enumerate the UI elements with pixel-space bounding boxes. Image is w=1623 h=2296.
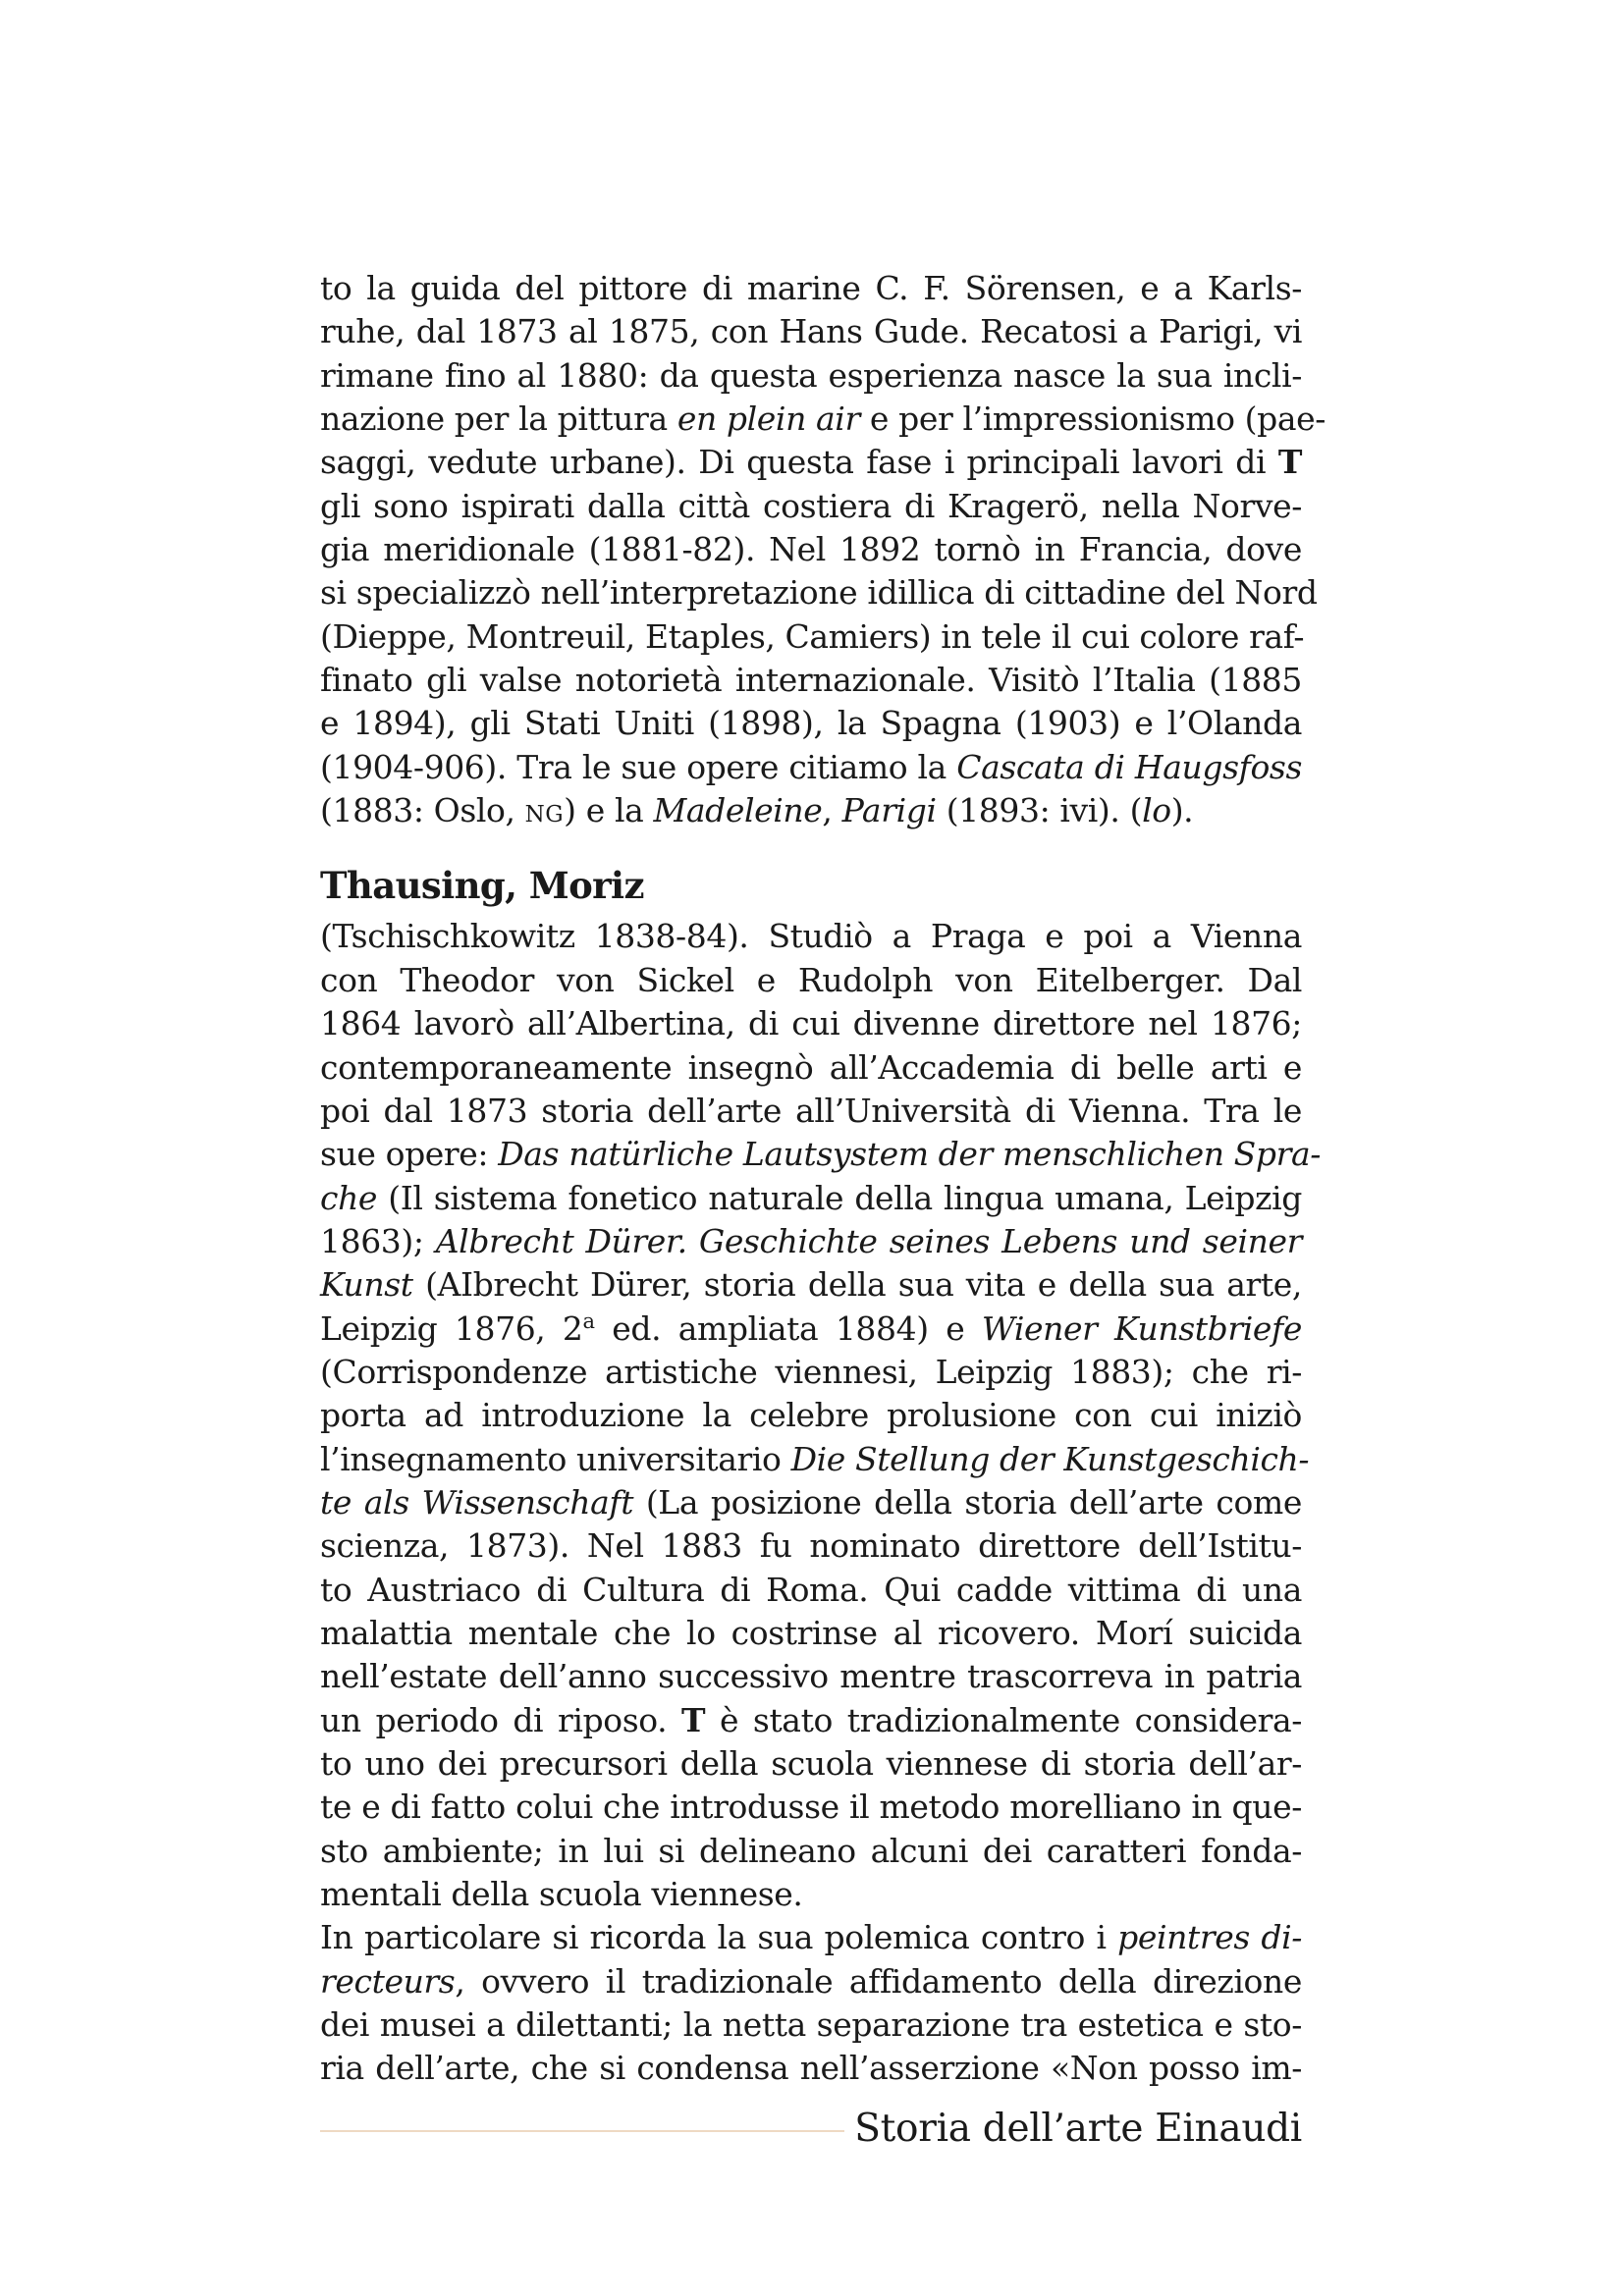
text-line: 1863); Albrecht Dürer. Geschichte seines Lebens und seiner [320,1221,1302,1260]
entry-heading: Thausing, Moriz [320,864,644,908]
italic-term: recteurs [320,1961,456,2001]
bold-abbreviation: T [1277,443,1302,482]
italic-title: Wiener Kunstbriefe [981,1308,1302,1348]
text-line: saggi, vedute urbane). Di questa fase i principali lavori di T [320,443,1302,482]
text-line: che (Il sistema fonetico naturale della lingua umana, Leipzig [320,1178,1302,1217]
text-line: (1883: Oslo, NG) e la Madeleine, Parigi (1893: ivi). (lo). [320,791,1194,830]
text-line: con Theodor von Sickel e Rudolph von Eitelberger. Dal [320,960,1302,999]
italic-title: Cascata di Haugsfoss [956,747,1302,786]
text-line: scienza, 1873). Nel 1883 fu nominato direttore dell’Istitu- [320,1526,1302,1566]
text-line: to Austriaco di Cultura di Roma. Qui cadde vittima di una [320,1570,1302,1609]
italic-title: Kunst [320,1265,413,1305]
text-line: finato gli valse notorietà internazionale. Visitò l’Italia (1885 [320,661,1302,700]
text-line: (Dieppe, Montreuil, Etaples, Camiers) in tele il cui colore raf- [320,616,1305,656]
footer-title: Storia dell’arte Einaudi [854,2107,1302,2151]
italic-term: en plein air [676,400,860,439]
text-line: recteurs, ovvero il tradizionale affidamento della direzione [320,1961,1302,2001]
superscript: a [582,1308,595,1333]
text-line: sto ambiente; in lui si delineano alcuni dei caratteri fonda- [320,1831,1302,1870]
text-line: si specializzò nell’interpretazione idillica di cittadine del Nord [320,573,1318,613]
text-line: dei musei a dilettanti; la netta separazione tra estetica e sto- [320,2005,1302,2045]
text-line: te e di fatto colui che introdusse il metodo morelliano in que- [320,1788,1302,1827]
italic-title: Parigi [841,791,937,830]
text-line: contemporaneamente insegnò all’Accademia di belle arti e [320,1047,1302,1087]
italic-title: Madeleine [653,791,823,830]
text-line: rimane fino al 1880: da questa esperienza nasce la sua incli- [320,355,1302,395]
text-line: (Tschischkowitz 1838-84). Studiò a Praga e poi a Vienna [320,917,1302,956]
italic-title: te als Wissenschaft [320,1482,634,1522]
text-line: porta ad introduzione la celebre prolusione con cui iniziò [320,1396,1302,1435]
italic-title: Die Stellung der Kunstgeschich- [790,1439,1310,1478]
text-line: nell’estate dell’anno successivo mentre trascorreva in patria [320,1657,1302,1696]
text-line: malattia mentale che lo costrinse al ricovero. Morí suicida [320,1613,1302,1652]
italic-title: Das natürliche Lautsystem der menschlichen Spra- [498,1135,1321,1174]
previous-entry-continuation [320,267,1326,832]
text-line: ria dell’arte, che si condensa nell’asserzione «Non posso im- [320,2049,1302,2088]
bold-abbreviation: T [681,1700,706,1739]
small-caps-abbreviation: NG [524,802,565,828]
text-line: Leipzig 1876, 2$^a$ ed. ampliata 1884) e Wiener Kunstbriefe [320,1308,1302,1348]
text-line: Kunst (AIbrecht Dürer, storia della sua vita e della sua arte, [320,1265,1302,1305]
text-line: to uno dei precursori della scuola viennese di storia dell’ar- [320,1744,1302,1783]
text-line: gli sono ispirati dalla città costiera di Kragerö, nella Norve- [320,486,1302,525]
text-line: (Corrispondenze artistiche viennesi, Leipzig 1883); che ri- [320,1352,1302,1391]
text-line: 1864 lavorò all’Albertina, di cui divenne direttore nel 1876; [320,1004,1302,1043]
text-line: e 1894), gli Stati Uniti (1898), la Spagna (1903) e l’Olanda [320,704,1302,743]
italic-title: Albrecht Dürer. Geschichte seines Lebens und seiner [435,1221,1302,1260]
text-line: nazione per la pittura en plein air e per l’impressionismo (pae- [320,400,1326,439]
text-line: poi dal 1873 storia dell’arte all’Università di Vienna. Tra le [320,1091,1302,1130]
italic-term: peintres di- [1117,1918,1303,1957]
text-line: In particolare si ricorda la sua polemica contro i peintres di- [320,1918,1303,1957]
author-initials: lo [1142,791,1171,830]
text-line: un periodo di riposo. T è stato tradizionalmente considera- [320,1700,1302,1739]
entry-paragraph-2 [320,1916,1302,2090]
text-line: te als Wissenschaft (La posizione della storia dell’arte come [320,1482,1302,1522]
text-column [320,267,1326,2091]
text-line: mentali della scuola viennese. [320,1875,803,1914]
italic-title: che [320,1178,378,1217]
text-line: ruhe, dal 1873 al 1875, con Hans Gude. Recatosi a Parigi, vi [320,312,1302,351]
text-line: gia meridionale (1881-82). Nel 1892 tornò in Francia, dove [320,530,1302,569]
text-line: l’insegnamento universitario Die Stellung der Kunstgeschich- [320,1439,1310,1478]
text-line: (1904-906). Tra le sue opere citiamo la Cascata di Haugsfoss [320,747,1302,786]
footer-rule [320,2130,844,2132]
entry-paragraph-1 [320,915,1321,1916]
text-line: to la guida del pittore di marine C. F. Sörensen, e a Karls- [320,269,1302,307]
text-line: sue opere: Das natürliche Lautsystem der menschlichen Spra- [320,1135,1321,1174]
